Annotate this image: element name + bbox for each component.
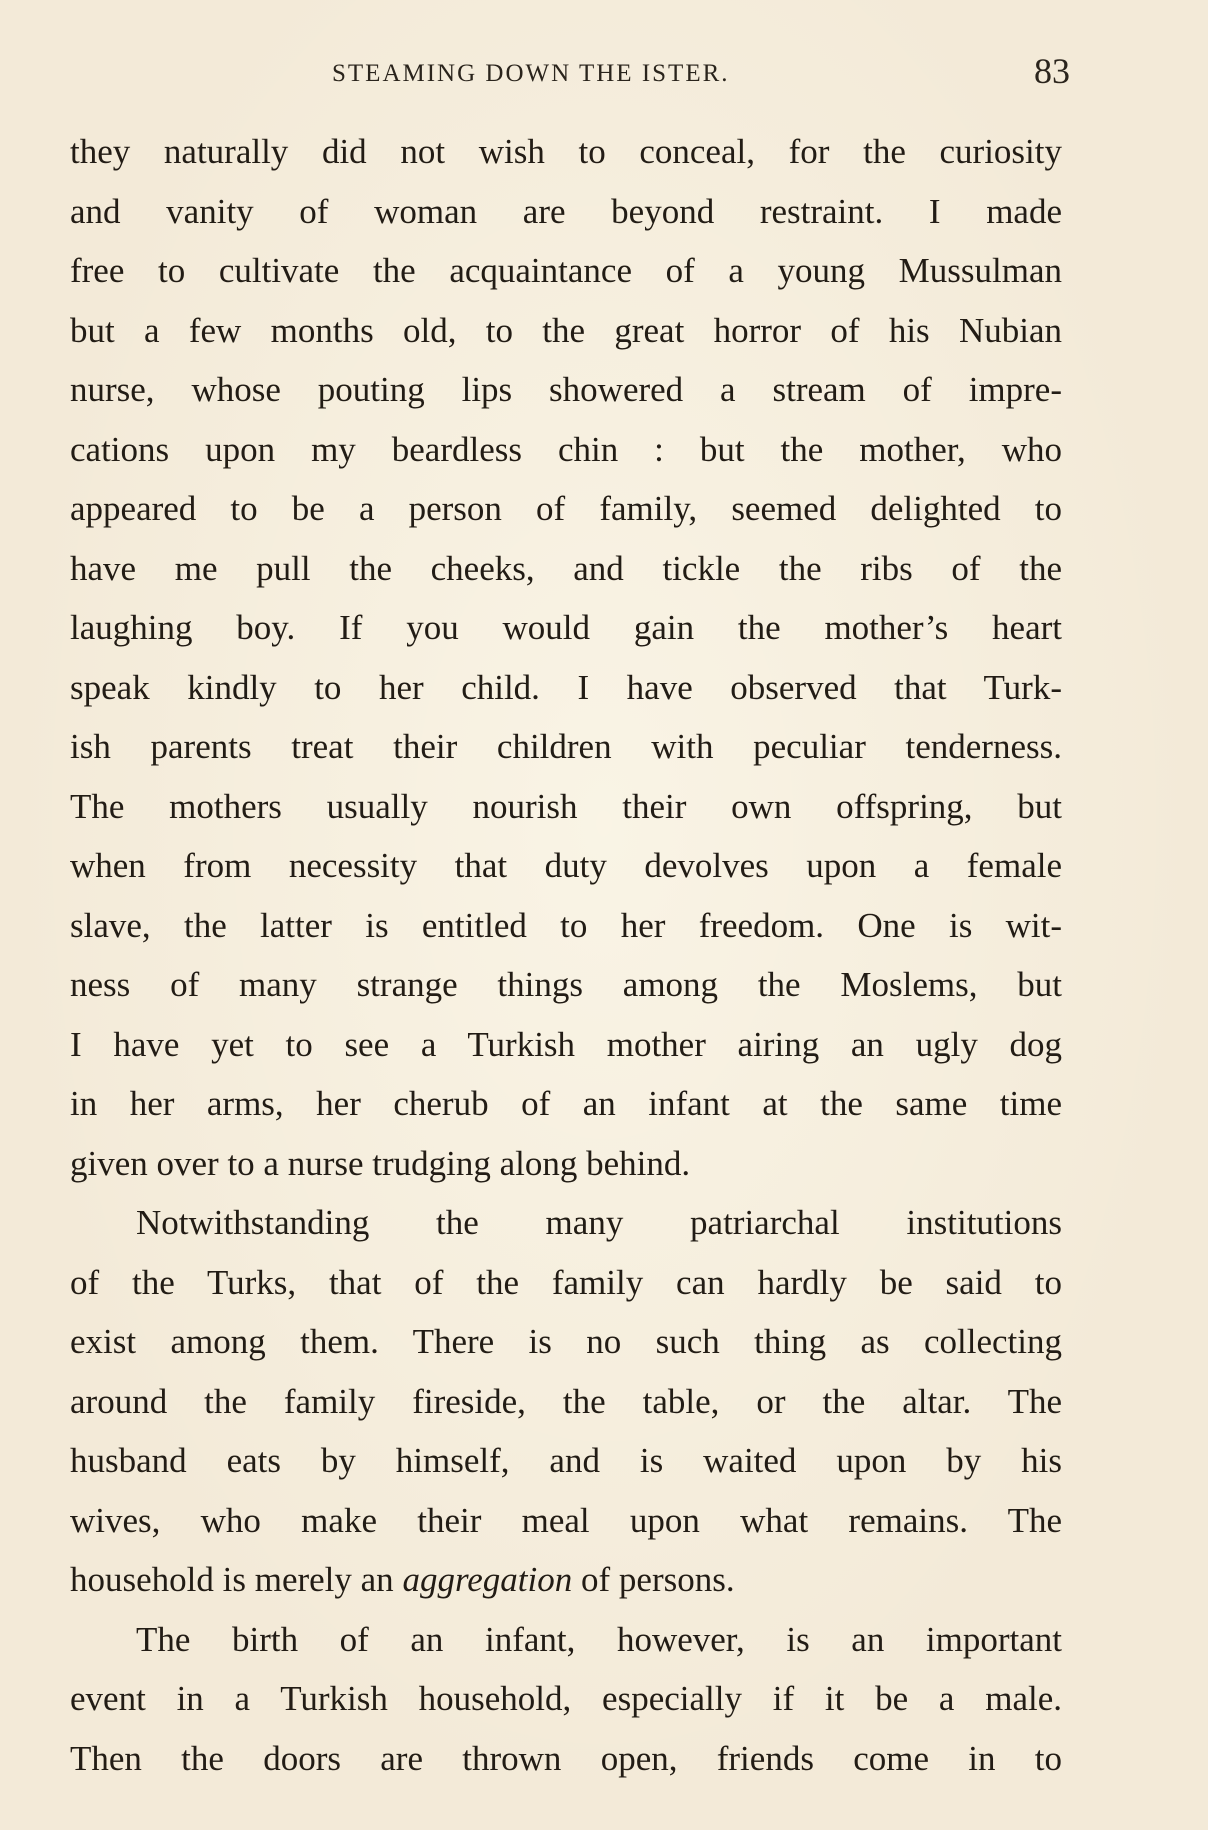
running-head: STEAMING DOWN THE ISTER. — [332, 60, 730, 87]
page-header — [70, 50, 1070, 90]
text-line: exist among them. There is no such thing as collecting — [70, 1322, 1062, 1361]
text-line: they naturally did not wish to conceal, for the curiosity — [70, 132, 1062, 171]
text-line: event in a Turkish household, especially if it be a male. — [70, 1679, 1062, 1718]
text-line: given over to a nurse trudging along behind. — [70, 1143, 691, 1183]
text-line: speak kindly to her child. I have observed that Turk- — [70, 667, 1062, 707]
text-line: laughing boy. If you would gain the mother’s heart — [70, 608, 1062, 647]
text-line: around the family fireside, the table, or the altar. The — [70, 1381, 1062, 1421]
text-line: appeared to be a person of family, seemed delighted to — [70, 489, 1062, 528]
text-line: ness of many strange things among the Moslems, but — [70, 965, 1062, 1004]
page-number: 83 — [1034, 51, 1070, 91]
text-line: and vanity of woman are beyond restraint. I made — [70, 191, 1062, 231]
text-line: in her arms, her cherub of an infant at the same time — [70, 1084, 1062, 1123]
text-line: The mothers usually nourish their own offspring, but — [70, 786, 1062, 826]
text-line: slave, the latter is entitled to her freedom. One is wit- — [70, 905, 1062, 945]
body-text — [70, 122, 1062, 1788]
text-line: husband eats by himself, and is waited upon by his — [70, 1441, 1062, 1480]
text-line: cations upon my beardless chin : but the mother, who — [70, 429, 1062, 469]
italic-word: aggregation — [402, 1560, 573, 1599]
text-line: have me pull the cheeks, and tickle the ribs of the — [70, 548, 1062, 588]
text-line: I have yet to see a Turkish mother airing an ugly dog — [70, 1024, 1062, 1064]
text-line: nurse, whose pouting lips showered a stream of impre- — [70, 370, 1062, 409]
text-line: of the Turks, that of the family can hardly be said to — [70, 1262, 1062, 1302]
text-line: Notwithstanding the many patriarchal institutions — [136, 1203, 1062, 1242]
text-segment: household is merely an — [70, 1560, 394, 1599]
text-line: wives, who make their meal upon what remains. The — [70, 1500, 1062, 1540]
text-line: free to cultivate the acquaintance of a young Mussulman — [70, 251, 1062, 290]
text-line: but a few months old, to the great horror of his Nubian — [70, 310, 1062, 350]
text-line — [70, 1550, 1062, 1610]
text-segment: of persons. — [581, 1560, 735, 1599]
text-line: when from necessity that duty devolves upon a female — [70, 846, 1062, 885]
text-line: ish parents treat their children with peculiar tenderness. — [70, 727, 1062, 766]
text-line: Then the doors are thrown open, friends come in to — [70, 1738, 1062, 1778]
text-line: The birth of an infant, however, is an important — [136, 1619, 1062, 1659]
